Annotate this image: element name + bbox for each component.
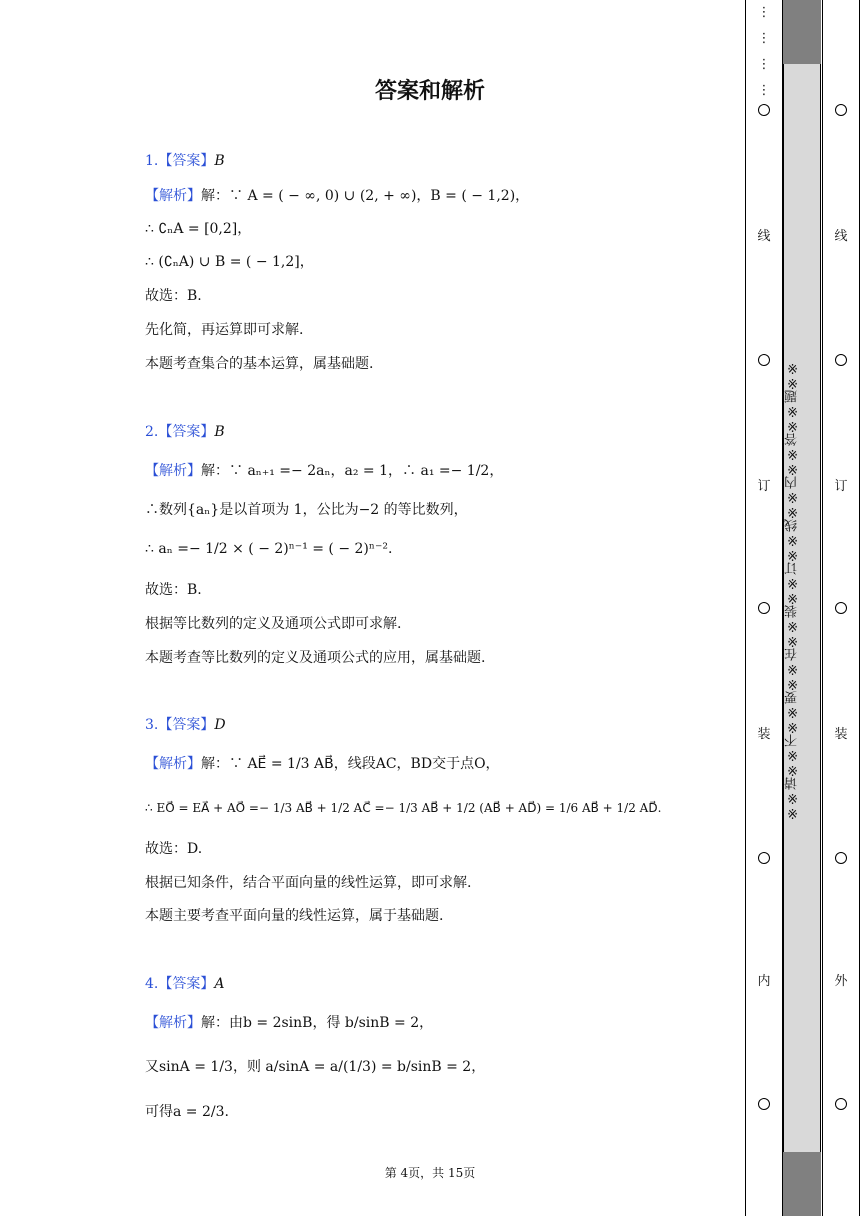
- outer-circle-5: [822, 1098, 860, 1113]
- outer-circle-2: [822, 354, 860, 369]
- q2-answer-label: 【答案】: [158, 424, 215, 440]
- q4-text1: 解：由b = 2sinB，得 b/sinB = 2，: [201, 1015, 434, 1031]
- q1-text3: ∴ (∁ₙA) ∪ B = ( − 1,2]，: [145, 254, 314, 270]
- outer-circle-3: [822, 602, 860, 617]
- q3-analysis-label: 【解析】: [145, 756, 201, 772]
- q1-text6: 本题考查集合的基本运算，属基础题.: [145, 356, 374, 372]
- page-title: 答案和解析: [374, 79, 485, 104]
- outer-circle-1: [822, 104, 860, 119]
- inner-mark-2: 订: [757, 479, 771, 494]
- outer-mark-3: 装: [834, 727, 848, 742]
- outer-mark-1: 线: [834, 229, 848, 244]
- outer-mark-2: 订: [834, 479, 848, 494]
- seal-notice-text: ※※请※※不※※要※※在※※装※※订※※线※※内※※答※※题※※: [785, 360, 800, 820]
- q1-text5: 先化简，再运算即可求解.: [145, 322, 304, 338]
- q2-answer: B: [214, 424, 225, 440]
- q4-analysis-line1: [145, 1014, 433, 1032]
- q2-analysis-label: 【解析】: [145, 463, 201, 479]
- q3-text4: 根据已知条件，结合平面向量的线性运算，即可求解.: [145, 875, 472, 891]
- q4-text2: 又sinA = 1/3，则 a/sinA = a/(1/3) = b/sinB = 2，: [145, 1059, 486, 1075]
- q2-text1: 解：∵ aₙ₊₁ =− 2aₙ，a₂ = 1，∴ a₁ =− 1/2，: [201, 463, 504, 479]
- q3-text2: ∴ EO⃗ = EA⃗ + AO⃗ =− 1/3 AB⃗ + 1/2 AC⃗ =− 1/3 AB⃗ + 1/2 (AB⃗ + AD⃗) = 1/6 AB⃗ + 1/2 AD⃗.: [145, 801, 662, 815]
- q4-answer: A: [214, 976, 225, 992]
- q2-text5: 根据等比数列的定义及通项公式即可求解.: [145, 616, 402, 632]
- q1-text4: 故选：B.: [145, 288, 202, 304]
- q4-analysis-label: 【解析】: [145, 1015, 201, 1031]
- bottom-dark-block: [783, 1152, 821, 1216]
- inner-circle-3: [745, 602, 783, 617]
- q1-text2: ∴ ∁ₙA = [0,2]，: [145, 221, 252, 237]
- q4-text3: 可得a = 2/3.: [145, 1104, 229, 1120]
- inner-circle-1: [745, 104, 783, 119]
- outer-circle-4: [822, 852, 860, 867]
- q1-analysis-label: 【解析】: [145, 188, 201, 204]
- q1-analysis-line1: [145, 187, 529, 205]
- inner-mark-1: 线: [757, 229, 771, 244]
- q2-analysis-line1: [145, 462, 503, 480]
- q2-number: 2.: [145, 424, 159, 440]
- q4-number: 4.: [145, 976, 159, 992]
- inner-circle-4: [745, 852, 783, 867]
- q4-answer-label: 【答案】: [158, 976, 215, 992]
- inner-mark-4: 内: [757, 974, 771, 989]
- q1-answer: B: [214, 153, 225, 169]
- binding-margin: [745, 0, 860, 1216]
- inner-circle-2: [745, 354, 783, 369]
- outer-mark-4: 外: [834, 974, 848, 989]
- top-dark-block: [783, 0, 821, 64]
- q2-answer-line: [145, 423, 225, 441]
- inner-dots: ⋮ ⋮ ⋮ ⋮: [757, 5, 771, 98]
- q3-text5: 本题主要考查平面向量的线性运算，属于基础题.: [145, 908, 444, 924]
- q2-text3: ∴ aₙ =− 1/2 × ( − 2)ⁿ⁻¹ = ( − 2)ⁿ⁻².: [145, 541, 393, 557]
- page-footer: 第 4页，共 15页: [384, 1166, 476, 1180]
- q4-answer-line: [145, 975, 224, 993]
- q3-answer-label: 【答案】: [158, 717, 215, 733]
- q2-text4: 故选：B.: [145, 582, 202, 598]
- inner-mark-3: 装: [757, 727, 771, 742]
- q3-number: 3.: [145, 717, 159, 733]
- q3-text1: 解：∵ AE⃗ = 1/3 AB⃗，线段AC，BD交于点O，: [201, 756, 500, 772]
- inner-circle-5: [745, 1098, 783, 1113]
- q2-text2: ∴数列{aₙ}是以首项为 1，公比为−2 的等比数列，: [145, 502, 468, 518]
- q2-text6: 本题考查等比数列的定义及通项公式的应用，属基础题.: [145, 650, 486, 666]
- q1-answer-line: [145, 152, 225, 170]
- q3-text3: 故选：D.: [145, 841, 203, 857]
- q3-analysis-line1: [145, 755, 500, 773]
- q3-answer: D: [214, 717, 226, 733]
- q1-text1: 解：∵ A = ( − ∞, 0) ∪ (2, + ∞)，B = ( − 1,2)，: [201, 188, 530, 204]
- q1-answer-label: 【答案】: [158, 153, 215, 169]
- q1-number: 1.: [145, 153, 159, 169]
- q3-answer-line: [145, 716, 226, 734]
